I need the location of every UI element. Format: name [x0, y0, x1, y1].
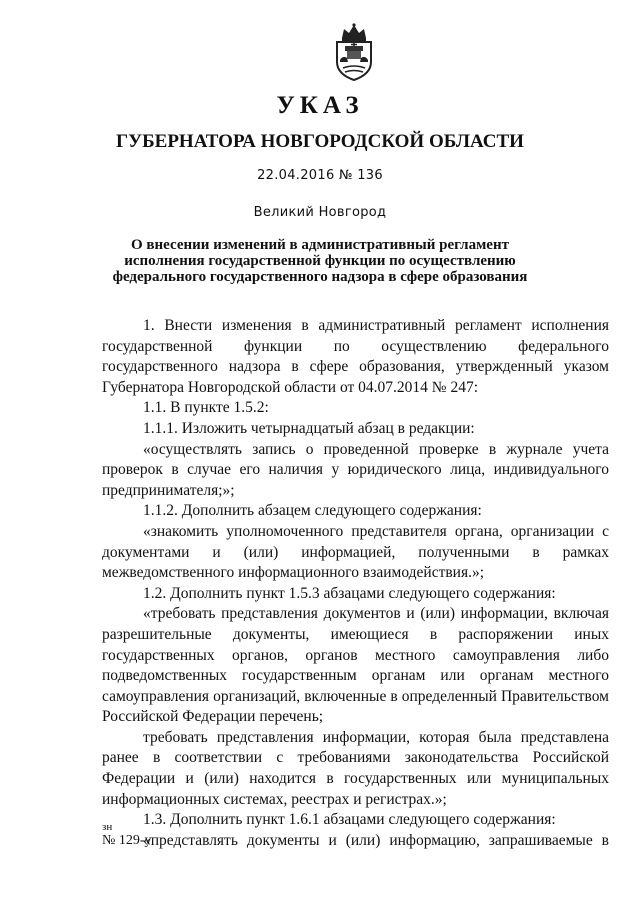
subject-line: федерального государственного надзора в сфере образования [112, 269, 528, 285]
footer-mark [102, 822, 152, 849]
footer-code: № 129-у [102, 833, 152, 848]
paragraph: «представлять документы и (или) информацию, запрашиваемые в [143, 831, 609, 849]
issuer-title: ГУБЕРНАТОРА НОВГОРОДСКОЙ ОБЛАСТИ [116, 131, 524, 152]
paragraph: «осуществлять запись о проведенной проверке в журнале учета проверок в случае его наличия у юридического лица, индивидуального предпринимателя;»; [102, 440, 609, 499]
paragraph: 1.1.1. Изложить четырнадцатый абзац в редакции: [143, 419, 475, 437]
paragraph: 1.3. Дополнить пункт 1.6.1 абзацами следующего содержания: [143, 811, 556, 829]
paragraph: 1.1.2. Дополнить абзацем следующего содержания: [143, 502, 482, 520]
paragraph: 1.2. Дополнить пункт 1.5.3 абзацами следующего содержания: [143, 584, 556, 602]
document-subject [60, 237, 580, 285]
city: Великий Новгород [253, 205, 387, 220]
paragraph: 1. Внести изменения в административный регламент исполнения государственной функции по осуществлению федерального государственного надзора в сфере образования, утвержденный указом Губернатора Новгородской области от 04.07.2014 № 247: [102, 317, 609, 396]
paragraph: «знакомить уполномоченного представителя органа, организации с документами и (или) информацией, полученными в рамках межведомственного информационного взаимодействия.»; [102, 522, 609, 582]
paragraph: 1.1. В пункте 1.5.2: [143, 399, 269, 417]
footer-initials: зн [102, 821, 113, 833]
subject-line: О внесении изменений в административный регламент [131, 237, 509, 253]
paragraph: требовать представления информации, которая была представлена ранее в соответствии с требованиями законодательства Российской Федерации и (или) находится в государственных или муниципальных информационных системах, реестрах и регистрах.»; [102, 728, 609, 808]
coat-of-arms-icon [331, 22, 377, 82]
date-number: 22.04.2016 № 136 [257, 168, 383, 183]
paragraph: «требовать представления документов и (или) информации, включая разрешительные документы, имеющиеся в распоряжении иных государственных органов, органов местного самоуправления либо подведомственных государственным органам или органам местного самоуправления организаций, включенные в определенный Правительством Российской Федерации перечень; [102, 605, 609, 726]
subject-line: исполнения государственной функции по осуществлению [124, 253, 516, 269]
document-type-title: УКАЗ [276, 92, 364, 119]
document-body [102, 316, 609, 851]
